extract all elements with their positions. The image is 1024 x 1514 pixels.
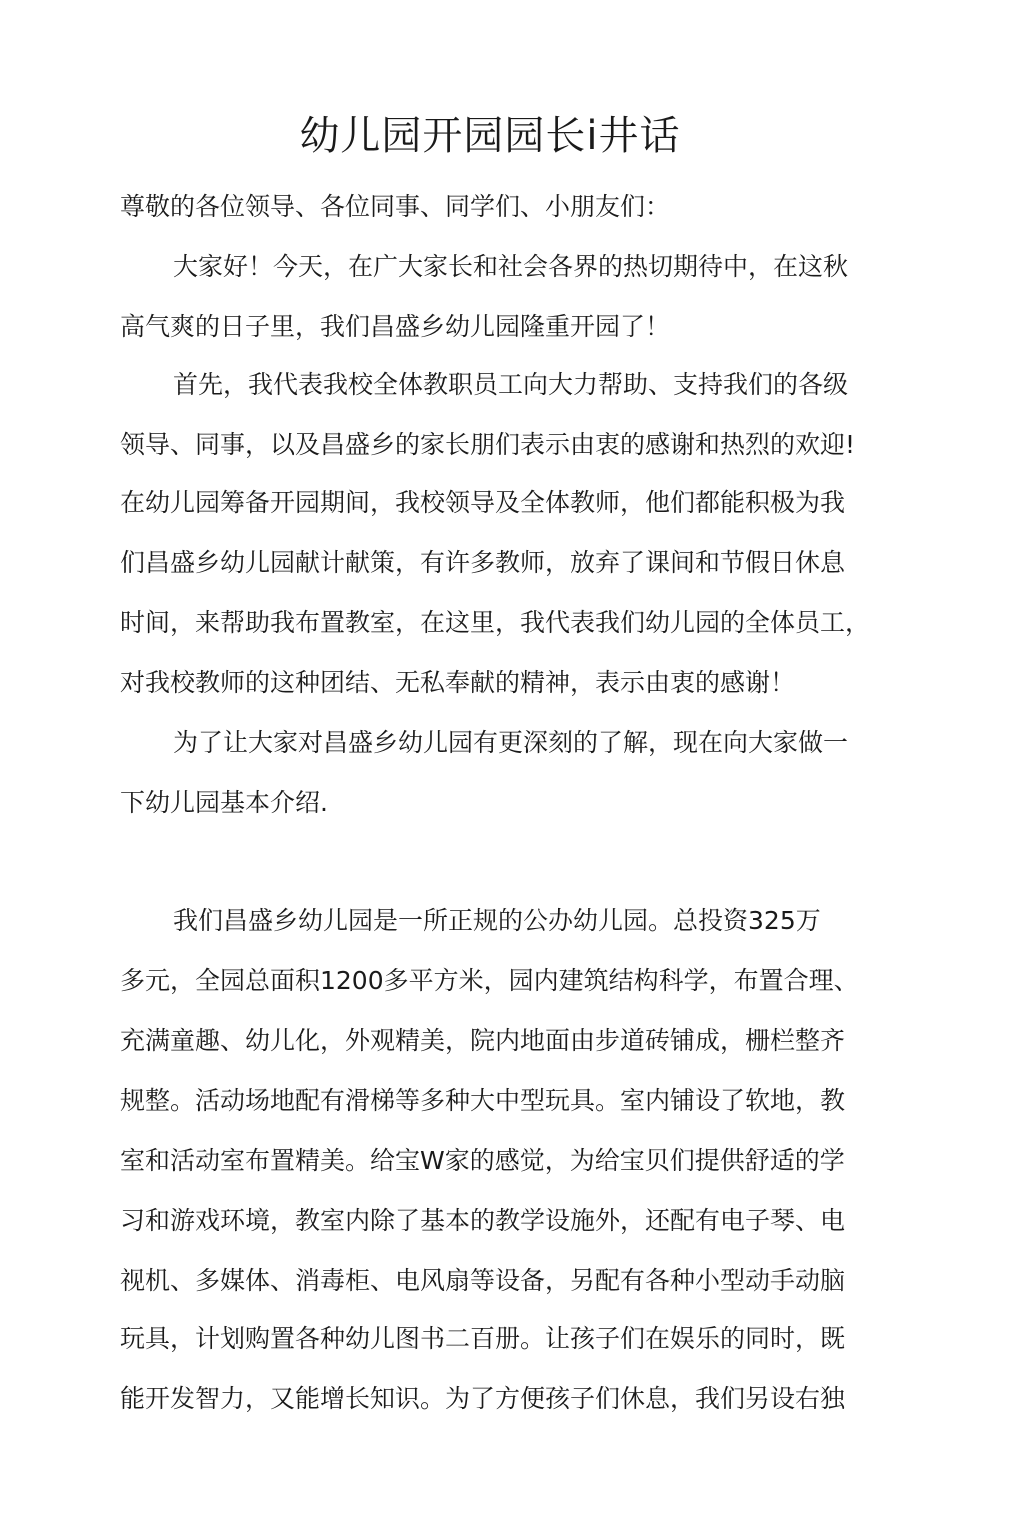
paragraph-line: 对我校教师的这种团结、无私奉献的精神，表示由衷的感谢！ bbox=[120, 668, 796, 697]
paragraph-line: 时间，来帮助我布置教室，在这里，我代表我们幼儿园的全体员工， bbox=[120, 608, 871, 637]
paragraph-line: 习和游戏环境，教室内除了基本的教学设施外，还配有电子琴、电 bbox=[120, 1206, 846, 1235]
paragraph-line: 为了让大家对昌盛乡幼儿园有更深刻的了解，现在向大家做一 bbox=[173, 728, 849, 757]
paragraph-line: 室和活动室布置精美。给宝W家的感觉，为给宝贝们提供舒适的学 bbox=[120, 1146, 845, 1175]
paragraph-line: 多元，全园总面积1200多平方米，园内建筑结构科学，布置合理、 bbox=[120, 966, 859, 995]
paragraph-line: 我们昌盛乡幼儿园是一所正规的公办幼儿园。总投资325万 bbox=[173, 906, 821, 935]
salutation-line: 尊敬的各位领导、各位同事、同学们、小朋友们： bbox=[120, 192, 671, 221]
paragraph-line: 首先，我代表我校全体教职员工向大力帮助、支持我们的各级 bbox=[173, 370, 849, 399]
paragraph-line: 能开发智力，又能增长知识。为了方便孩子们休息，我们另设右独 bbox=[120, 1384, 846, 1413]
paragraph-line: 下幼儿园基本介绍. bbox=[120, 788, 328, 817]
paragraph-line: 玩具，计划购置各种幼儿图书二百册。让孩子们在娱乐的同时，既 bbox=[120, 1324, 846, 1353]
paragraph-line: 规整。活动场地配有滑梯等多种大中型玩具。室内铺设了软地，教 bbox=[120, 1086, 846, 1115]
paragraph-line: 在幼儿园筹备开园期间，我校领导及全体教师，他们都能积极为我 bbox=[120, 488, 846, 517]
paragraph-line: 充满童趣、幼儿化，外观精美，院内地面由步道砖铺成，栅栏整齐 bbox=[120, 1026, 846, 1055]
paragraph-line: 们昌盛乡幼儿园献计献策，有许多教师，放弃了课间和节假日休息 bbox=[120, 548, 846, 577]
paragraph-line: 视机、多媒体、消毒柜、电风扇等设备，另配有各种小型动手动脑 bbox=[120, 1266, 846, 1295]
paragraph-line: 高气爽的日子里，我们昌盛乡幼儿园隆重开园了！ bbox=[120, 312, 671, 341]
document-title: 幼儿园开园园长i井话 bbox=[299, 113, 681, 159]
paragraph-line: 大家好！今天，在广大家长和社会各界的热切期待中，在这秋 bbox=[173, 252, 849, 281]
paragraph-line: 领导、同事，以及昌盛乡的家长朋们表示由衷的感谢和热烈的欢迎! bbox=[120, 430, 856, 459]
